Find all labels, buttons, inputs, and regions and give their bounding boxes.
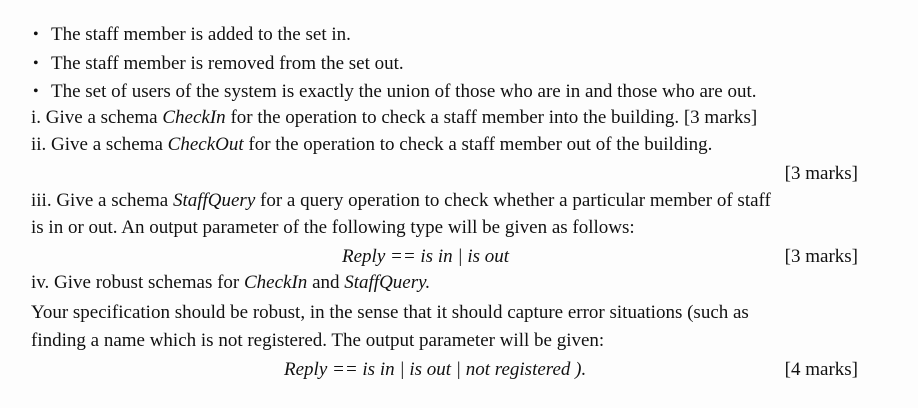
question-2-suffix: for the operation to check a staff member out of the building.	[243, 134, 713, 155]
question-4-and: and	[307, 272, 345, 293]
schema-name-staffquery: StaffQuery.	[344, 272, 431, 293]
question-3-reply-type	[342, 246, 509, 268]
question-1	[31, 107, 757, 129]
bullet-icon: •	[33, 83, 39, 100]
schema-name-checkin: CheckIn	[162, 107, 226, 128]
question-3	[31, 190, 771, 212]
bullet-item-3: The set of users of the system is exactly the union of those who are in and those who are out.	[51, 81, 757, 102]
bullet-item-1: The staff member is added to the set in.	[51, 24, 351, 45]
question-2-marks: [3 marks]	[784, 163, 858, 184]
question-3-marks: [3 marks]	[784, 246, 858, 267]
reply-type-definition: Reply == is in | is out | not registered ).	[284, 359, 587, 380]
question-3-suffix: for a query operation to check whether a particular member of staff	[255, 190, 771, 211]
question-2	[31, 134, 712, 156]
question-2-prefix: ii. Give a schema	[31, 134, 168, 155]
question-4-line-2: Your specification should be robust, in the sense that it should capture error situations (such as	[31, 302, 749, 323]
question-4-reply-type	[284, 359, 586, 381]
question-3-prefix: iii. Give a schema	[31, 190, 173, 211]
schema-name-checkin: CheckIn	[244, 272, 308, 293]
question-4-line-3: finding a name which is not registered. The output parameter will be given:	[31, 330, 605, 351]
bullet-item-2: The staff member is removed from the set out.	[51, 53, 404, 74]
reply-type-definition: Reply == is in | is out	[342, 246, 510, 267]
question-1-prefix: i. Give a schema	[31, 107, 163, 128]
question-3-line-2: is in or out. An output parameter of the following type will be given as follows:	[31, 217, 635, 238]
question-4	[31, 272, 430, 294]
question-4-prefix: iv. Give robust schemas for	[31, 272, 244, 293]
bullet-icon: •	[33, 55, 39, 72]
question-4-marks: [4 marks]	[784, 359, 858, 380]
schema-name-checkout: CheckOut	[167, 134, 244, 155]
bullet-icon: •	[33, 26, 39, 43]
schema-name-staffquery: StaffQuery	[172, 190, 256, 211]
question-1-suffix: for the operation to check a staff member into the building. [3 marks]	[225, 107, 758, 128]
